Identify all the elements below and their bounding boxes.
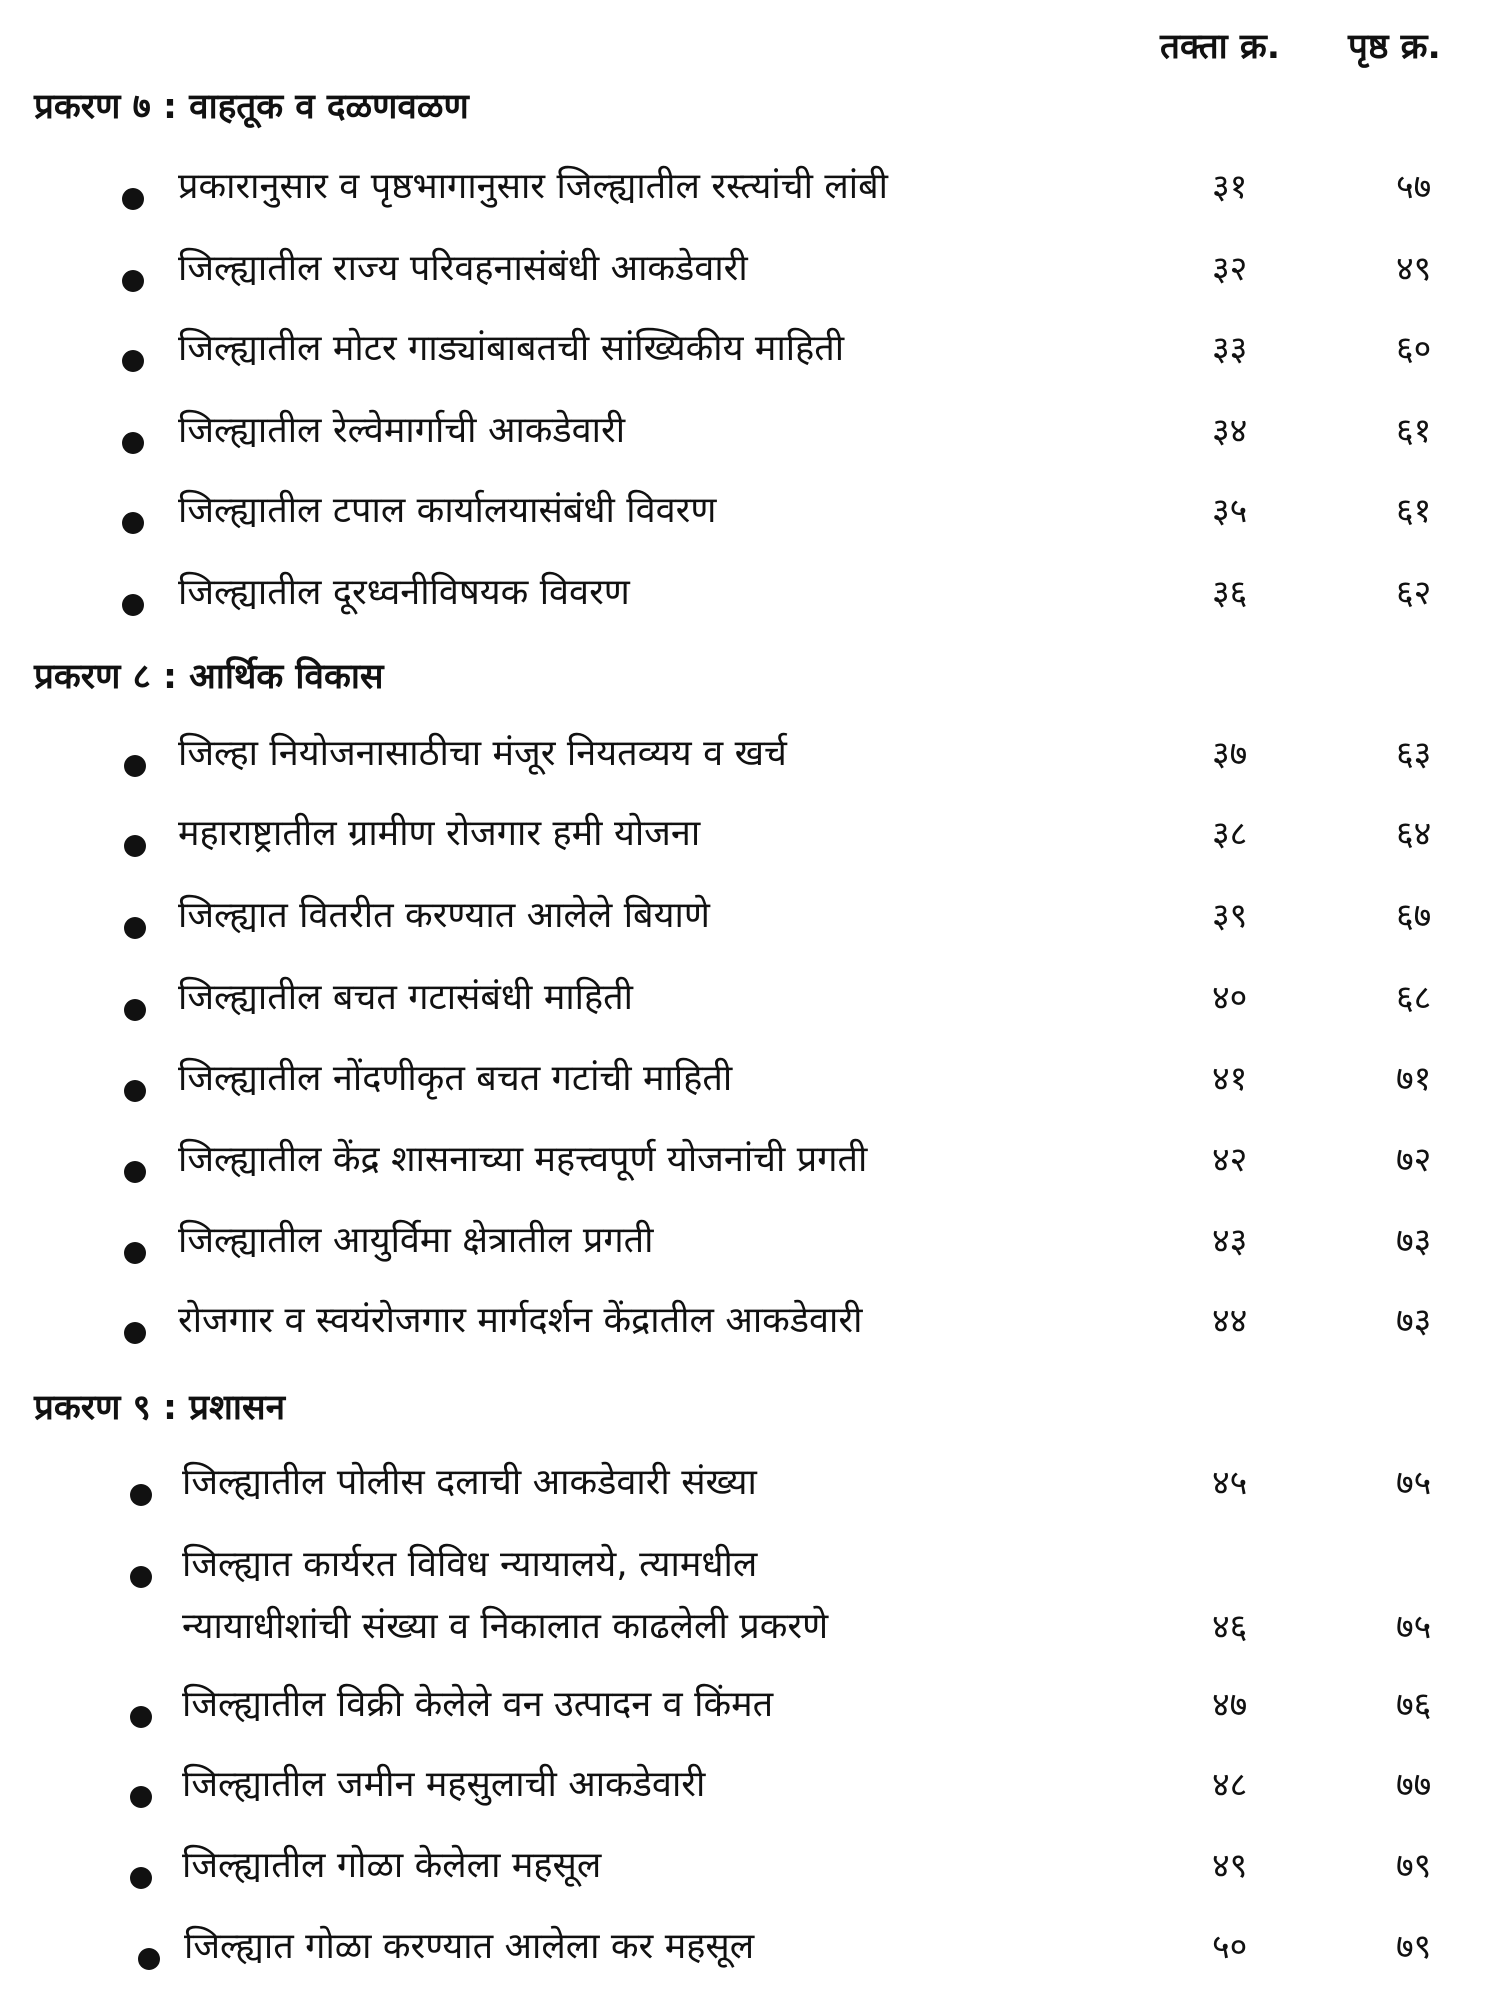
entry-title-continuation: न्यायाधीशांची संख्या व निकालात काढलेली प्रकरणे — [182, 1606, 829, 1647]
entry-title: जिल्ह्यातील मोटर गाड्यांबाबतची सांख्यिकीय माहिती — [178, 328, 845, 369]
bullet-icon — [122, 350, 144, 372]
page-number: ६७ — [1396, 896, 1432, 936]
table-number: ४४ — [1212, 1301, 1248, 1341]
entry-title: जिल्ह्यातील आयुर्विमा क्षेत्रातील प्रगती — [178, 1220, 654, 1261]
page-number: ४९ — [1396, 249, 1432, 289]
table-number: ३९ — [1212, 896, 1248, 936]
bullet-icon — [130, 1484, 152, 1506]
table-number: ४७ — [1212, 1685, 1248, 1725]
page-number: ६० — [1396, 329, 1432, 369]
table-number: ४० — [1212, 978, 1248, 1018]
bullet-icon — [122, 432, 144, 454]
chapter-heading: प्रकरण ९ : प्रशासन — [34, 1388, 286, 1428]
page-number: ७२ — [1396, 1140, 1432, 1180]
bullet-icon — [124, 1080, 146, 1102]
bullet-icon — [122, 594, 144, 616]
entry-title: जिल्हा नियोजनासाठीचा मंजूर नियतव्यय व खर्च — [178, 733, 787, 774]
table-number: ४२ — [1212, 1140, 1248, 1180]
entry-title: महाराष्ट्रातील ग्रामीण रोजगार हमी योजना — [178, 813, 701, 854]
page-number: ७५ — [1396, 1607, 1432, 1647]
bullet-icon — [124, 1322, 146, 1344]
table-number: ३१ — [1212, 167, 1248, 207]
page-number: ६३ — [1396, 734, 1432, 774]
table-number: ३३ — [1212, 329, 1248, 369]
table-number: ३७ — [1212, 734, 1248, 774]
page-number: ६१ — [1396, 491, 1432, 531]
page-number: ६२ — [1396, 573, 1432, 613]
bullet-icon — [138, 1948, 160, 1970]
entry-title: जिल्ह्यातील गोळा केलेला महसूल — [182, 1845, 602, 1886]
table-number: ३४ — [1212, 411, 1248, 451]
entry-title: जिल्ह्यातील रेल्वेमार्गाची आकडेवारी — [178, 410, 626, 451]
bullet-icon — [130, 1706, 152, 1728]
table-number: ४५ — [1212, 1463, 1248, 1503]
bullet-icon — [122, 188, 144, 210]
page-number: ६८ — [1396, 978, 1432, 1018]
bullet-icon — [122, 512, 144, 534]
entry-title: प्रकारानुसार व पृष्ठभागानुसार जिल्ह्यातील रस्त्यांची लांबी — [178, 166, 888, 207]
bullet-icon — [124, 999, 146, 1021]
bullet-icon — [130, 1786, 152, 1808]
page-number: ६१ — [1396, 411, 1432, 451]
bullet-icon — [124, 835, 146, 857]
entry-title: जिल्ह्यात गोळा करण्यात आलेला कर महसूल — [184, 1926, 755, 1967]
table-number: ४६ — [1212, 1607, 1248, 1647]
entry-title: जिल्ह्यात वितरीत करण्यात आलेले बियाणे — [178, 895, 710, 936]
entry-title: जिल्ह्यात कार्यरत विविध न्यायालये, त्यामधील — [182, 1544, 758, 1585]
entry-title: जिल्ह्यातील टपाल कार्यालयासंबंधी विवरण — [178, 490, 717, 531]
page-number: ५७ — [1396, 167, 1432, 207]
column-header-table-no: तक्ता क्र. — [1160, 27, 1281, 67]
page-number: ७९ — [1396, 1846, 1432, 1886]
table-number: ४९ — [1212, 1846, 1248, 1886]
entry-title: जिल्ह्यातील दूरध्वनीविषयक विवरण — [178, 572, 630, 613]
bullet-icon — [130, 1566, 152, 1588]
entry-title: जिल्ह्यातील विक्री केलेले वन उत्पादन व किंमत — [182, 1684, 774, 1725]
table-number: ४८ — [1212, 1765, 1248, 1805]
bullet-icon — [122, 270, 144, 292]
bullet-icon — [130, 1867, 152, 1889]
page-number: ७७ — [1396, 1765, 1432, 1805]
table-number: ३२ — [1212, 249, 1248, 289]
page-number: ७१ — [1396, 1059, 1432, 1099]
table-number: ५० — [1212, 1927, 1248, 1967]
table-number: ३८ — [1212, 814, 1248, 854]
table-number: ३६ — [1212, 573, 1248, 613]
entry-title: रोजगार व स्वयंरोजगार मार्गदर्शन केंद्रातील आकडेवारी — [178, 1300, 863, 1341]
table-number: ४३ — [1212, 1221, 1248, 1261]
page-number: ७३ — [1396, 1221, 1432, 1261]
page-number: ६४ — [1396, 814, 1432, 854]
entry-title: जिल्ह्यातील राज्य परिवहनासंबंधी आकडेवारी — [178, 248, 748, 289]
entry-title: जिल्ह्यातील बचत गटासंबंधी माहिती — [178, 977, 633, 1018]
bullet-icon — [124, 917, 146, 939]
page-number: ७६ — [1396, 1685, 1432, 1725]
bullet-icon — [124, 1242, 146, 1264]
table-number: ३५ — [1212, 491, 1248, 531]
page-number: ७५ — [1396, 1463, 1432, 1503]
entry-title: जिल्ह्यातील नोंदणीकृत बचत गटांची माहिती — [178, 1058, 733, 1099]
bullet-icon — [124, 755, 146, 777]
column-header-page-no: पृष्ठ क्र. — [1348, 27, 1441, 67]
bullet-icon — [124, 1161, 146, 1183]
chapter-heading: प्रकरण ८ : आर्थिक विकास — [34, 657, 384, 697]
page-number: ७३ — [1396, 1301, 1432, 1341]
chapter-heading: प्रकरण ७ : वाहतूक व दळणवळण — [34, 87, 469, 127]
entry-title: जिल्ह्यातील पोलीस दलाची आकडेवारी संख्या — [182, 1462, 757, 1503]
entry-title: जिल्ह्यातील जमीन महसुलाची आकडेवारी — [182, 1764, 706, 1805]
page-number: ७९ — [1396, 1927, 1432, 1967]
table-number: ४१ — [1212, 1059, 1248, 1099]
entry-title: जिल्ह्यातील केंद्र शासनाच्या महत्त्वपूर्ण योजनांची प्रगती — [178, 1139, 868, 1180]
